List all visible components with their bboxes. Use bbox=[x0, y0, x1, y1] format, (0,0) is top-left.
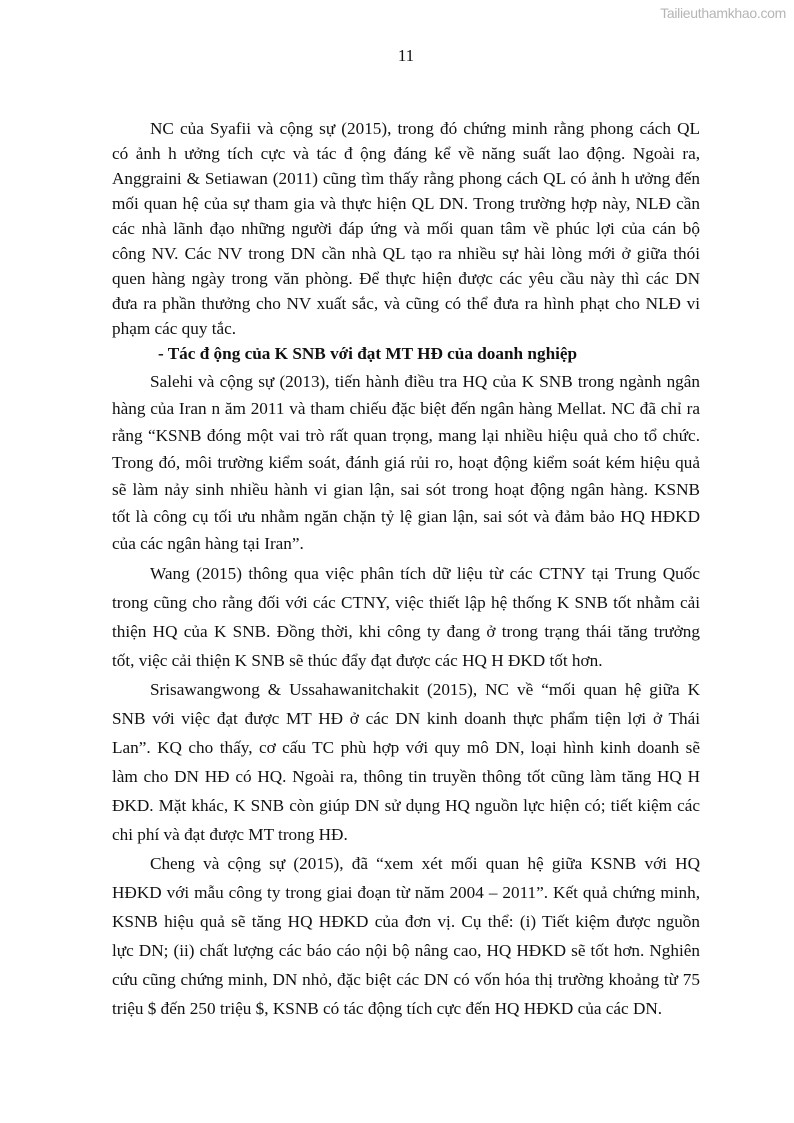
text-line: đưa ra phần thưởng cho NV xuất sắc, và cũng có thể đưa ra hình phạt cho NLĐ vi bbox=[112, 294, 700, 313]
text-line: KSNB hiệu quả sẽ tăng HQ HĐKD của đơn vị. Cụ thể: (i) Tiết kiệm được nguồn bbox=[112, 912, 700, 931]
watermark: Tailieuthamkhao.com bbox=[660, 5, 786, 21]
text-line: có ảnh h ưởng tích cực và tác đ ộng đáng kể về năng suất lao động. Ngoài ra, bbox=[112, 144, 700, 163]
text-line: sẽ làm nảy sinh nhiều hành vi gian lận, sai sót trong hoạt động ngân hàng. KSNB bbox=[112, 480, 700, 499]
text-line: rằng “KSNB đóng một vai trò rất quan trọng, mang lại nhiều hiệu quả cho tổ chức. bbox=[112, 426, 700, 445]
paragraph-cheng bbox=[112, 849, 700, 1023]
text-line: trong cũng cho rằng đối với các CTNY, việc thiết lập hệ thống K SNB tốt nhằm cải bbox=[112, 593, 700, 612]
page-number: 11 bbox=[397, 46, 415, 65]
text-line: SNB với việc đạt được MT HĐ ở các DN kinh doanh thực phẩm tiện lợi ở Thái bbox=[112, 709, 700, 728]
text-line: quen hàng ngày trong văn phòng. Để thực hiện được các yêu cầu này thì các DN bbox=[112, 269, 700, 288]
text-line: tốt, việc cải thiện K SNB sẽ thúc đẩy đạt được các HQ H ĐKD tốt hơn. bbox=[112, 651, 603, 670]
text-line: ĐKD. Mặt khác, K SNB còn giúp DN sử dụng HQ nguồn lực hiện có; tiết kiệm các bbox=[112, 796, 700, 815]
text-line: chi phí và đạt được MT trong HĐ. bbox=[112, 825, 348, 844]
text-line: NC của Syafii và cộng sự (2015), trong đó chứng minh rằng phong cách QL bbox=[150, 119, 700, 138]
text-line: Anggraini & Setiawan (2011) cũng tìm thấy rằng phong cách QL có ảnh h ưởng đến bbox=[112, 169, 700, 188]
text-line: phạm các quy tắc. bbox=[112, 319, 237, 338]
text-line: các nhà lãnh đạo những người đáp ứng và mối quan tâm về phúc lợi của cán bộ bbox=[112, 219, 700, 238]
text-line: thiện HQ của K SNB. Đồng thời, khi công ty đang ở trong trạng thái tăng trưởng bbox=[112, 622, 700, 641]
text-line: Cheng và cộng sự (2015), đã “xem xét mối quan hệ giữa KSNB với HQ bbox=[150, 854, 700, 873]
text-line: cứu cũng chứng minh, DN nhỏ, đặc biệt các DN có vốn hóa thị trường khoảng từ 75 bbox=[112, 970, 700, 989]
paragraph-wang bbox=[112, 559, 700, 675]
text-line: mối quan hệ của sự tham gia và thực hiện QL DN. Trong trường hợp này, NLĐ cần bbox=[112, 194, 700, 213]
text-line: Trong đó, môi trường kiểm soát, đánh giá rủi ro, hoạt động kiểm soát kém hiệu quả bbox=[112, 453, 700, 472]
text-line: lực DN; (ii) chất lượng các báo cáo nội bộ nâng cao, HQ HĐKD sẽ tốt hơn. Nghiên bbox=[112, 941, 700, 960]
paragraph-srisawangwong bbox=[112, 675, 700, 849]
text-line: Srisawangwong & Ussahawanitchakit (2015), NC về “mối quan hệ giữa K bbox=[150, 680, 700, 699]
text-line: tốt là công cụ tối ưu nhằm ngăn chặn tỷ lệ gian lận, sai sót và đảm bảo HQ HĐKD bbox=[112, 507, 700, 526]
text-line: HĐKD với mẫu công ty trong giai đoạn từ năm 2004 – 2011”. Kết quả chứng minh, bbox=[112, 883, 700, 902]
text-line: hàng của Iran n ăm 2011 và tham chiếu đặc biệt đến ngân hàng Mellat. NC đã chỉ ra bbox=[112, 399, 700, 418]
paragraph-salehi bbox=[112, 368, 700, 557]
text-line: Salehi và cộng sự (2013), tiến hành điều tra HQ của K SNB trong ngành ngân bbox=[150, 372, 700, 391]
text-line: Lan”. KQ cho thấy, cơ cấu TC phù hợp với quy mô DN, loại hình kinh doanh sẽ bbox=[112, 738, 700, 757]
text-line: Wang (2015) thông qua việc phân tích dữ liệu từ các CTNY tại Trung Quốc bbox=[150, 564, 700, 583]
paragraph-syafii bbox=[112, 116, 700, 341]
text-line: triệu $ đến 250 triệu $, KSNB có tác động tích cực đến HQ HĐKD của các DN. bbox=[112, 999, 663, 1018]
text-line: công NV. Các NV trong DN cần nhà QL tạo ra nhiều sự hài lòng mới ở giữa thói bbox=[112, 244, 700, 263]
text-line: làm cho DN HĐ có HQ. Ngoài ra, thông tin truyền thông tốt cũng làm tăng HQ H bbox=[112, 767, 700, 786]
section-heading: - Tác đ ộng của K SNB với đạt MT HĐ của doanh nghiệp bbox=[158, 344, 578, 363]
text-line: của các ngân hàng tại Iran”. bbox=[112, 534, 304, 553]
